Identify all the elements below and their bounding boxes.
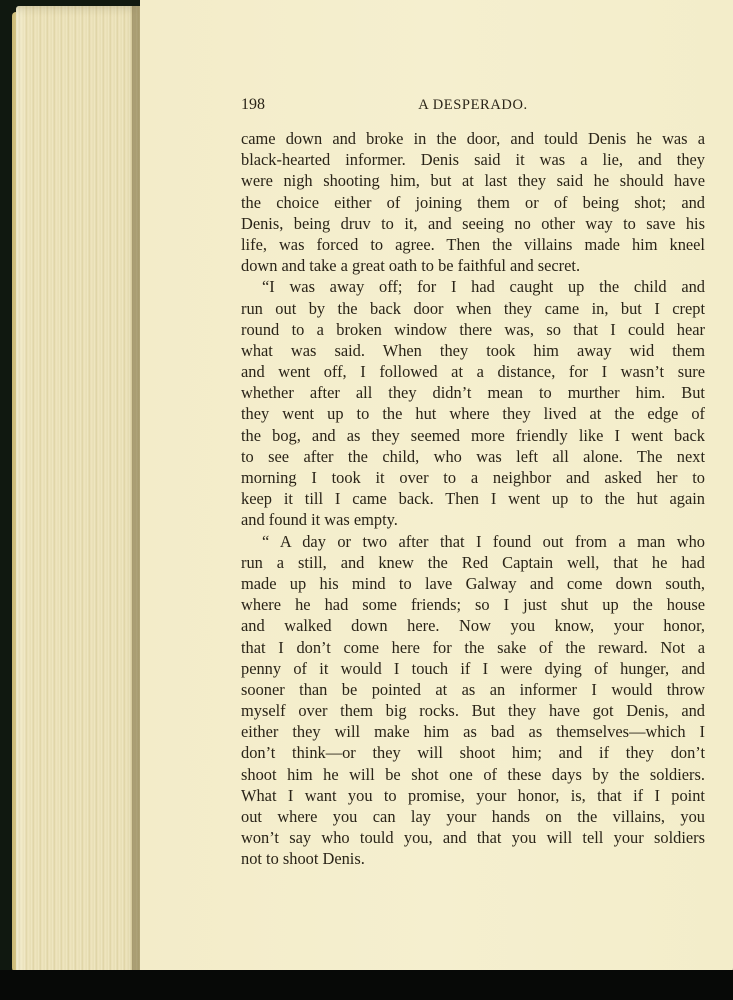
text-line: penny of it would I touch if I were dying of hunger, and bbox=[241, 658, 705, 678]
text-line: black-hearted informer. Denis said it was a lie, and they bbox=[241, 150, 705, 170]
text-line: life, was forced to agree. Then the villains made him kneel bbox=[241, 234, 705, 254]
text-line: round to a broken window there was, so that I could hear bbox=[241, 319, 705, 339]
text-line: and walked down here. Now you know, your honor, bbox=[241, 616, 705, 636]
text-line: won’t say who tould you, and that you will tell your soldiers bbox=[241, 828, 705, 848]
text-line: the bog, and as they seemed more friendly like I went back bbox=[241, 425, 705, 445]
text-line: made up his mind to lave Galway and come down south, bbox=[241, 573, 705, 593]
text-line: out where you can lay your hands on the villains, you bbox=[241, 807, 705, 826]
desk-shadow bbox=[0, 970, 733, 1000]
text-line: either they will make him as bad as themselves—which I bbox=[241, 722, 705, 742]
text-line: don’t think—or they will shoot him; and if they don’t bbox=[241, 743, 705, 763]
text-line: shoot him he will be shot one of these days by the soldiers. bbox=[241, 764, 705, 784]
text-line: sooner than be pointed at as an informer I would throw bbox=[241, 679, 705, 699]
page-stack bbox=[16, 6, 142, 981]
running-title: A DESPERADO. bbox=[418, 97, 528, 113]
text-line: morning I took it over to a neighbor and asked her to bbox=[241, 468, 705, 487]
text-line: whether after all they didn’t mean to murther him. But bbox=[241, 383, 705, 403]
text-line: Denis, being druv to it, and seeing no other way to save his bbox=[241, 213, 705, 233]
text-line: what was said. When they took him away wid them bbox=[241, 340, 705, 360]
text-line: run a still, and knew the Red Captain well, that he had bbox=[241, 552, 705, 572]
text-line: What I want you to promise, your honor, is, that if I point bbox=[241, 785, 705, 805]
text-line: “I was away off; for I had caught up the child and bbox=[262, 277, 705, 297]
text-line: run out by the back door when they came in, but I crept bbox=[241, 298, 705, 318]
text-line: “ A day or two after that I found out from a man who bbox=[262, 531, 705, 551]
text-line: were nigh shooting him, but at last they said he should have bbox=[241, 171, 705, 191]
text-line: where he had some friends; so I just shut up the house bbox=[241, 595, 705, 615]
running-header bbox=[241, 96, 705, 116]
text-line: that I don’t come here for the sake of the reward. Not a bbox=[241, 637, 705, 657]
text-line: and went off, I followed at a distance, for I wasn’t sure bbox=[241, 362, 705, 382]
text-line: and found it was empty. bbox=[241, 510, 398, 530]
text-line: the choice either of joining them or of being shot; and bbox=[241, 192, 705, 212]
book-page bbox=[140, 0, 733, 978]
text-line: they went up to the hut where they lived at the edge of bbox=[241, 404, 705, 424]
text-line: down and take a great oath to be faithful and secret. bbox=[241, 256, 581, 276]
page-content bbox=[241, 96, 705, 870]
page-number: 198 bbox=[241, 96, 265, 113]
text-line: myself over them big rocks. But they have got Denis, and bbox=[241, 701, 705, 721]
text-line: keep it till I came back. Then I went up to the hut again bbox=[241, 489, 705, 509]
text-line: came down and broke in the door, and tould Denis he was a bbox=[241, 129, 705, 148]
text-line: not to shoot Denis. bbox=[241, 849, 365, 869]
text-line: to see after the child, who was left all alone. The next bbox=[241, 446, 705, 466]
body-text bbox=[241, 128, 705, 870]
